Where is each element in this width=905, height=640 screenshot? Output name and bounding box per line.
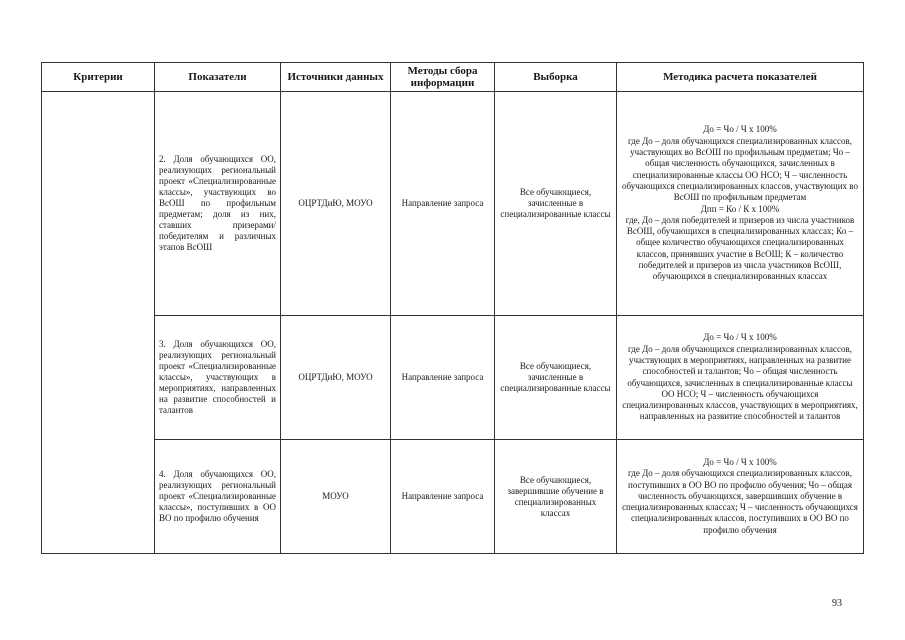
method-cell: Направление запроса bbox=[391, 316, 495, 440]
header-sources: Источники данных bbox=[281, 63, 391, 92]
table-row bbox=[42, 92, 864, 316]
indicator-cell: 4. Доля обучающихся ОО, реализующих региональный проект «Специализированные классы», поступивших в ОО ВО по профилю обучения bbox=[155, 440, 281, 554]
header-indicators: Показатели bbox=[155, 63, 281, 92]
table-header-row bbox=[42, 63, 864, 92]
source-cell: МОУО bbox=[281, 440, 391, 554]
indicators-table bbox=[41, 62, 864, 554]
page-number: 93 bbox=[832, 598, 842, 609]
table-row bbox=[42, 440, 864, 554]
header-sample: Выборка bbox=[495, 63, 617, 92]
method-cell: Направление запроса bbox=[391, 92, 495, 316]
calc-cell bbox=[617, 440, 864, 554]
header-methodology: Методика расчета показателей bbox=[617, 63, 864, 92]
source-cell: ОЦРТДиЮ, МОУО bbox=[281, 92, 391, 316]
formula-explanation: где, До – доля победителей и призеров из числа участников ВсОШ, обучающихся в специализированных классах; Ко – общее количество обучающихся специализированных классов, принявших участие в ВсОШ; К – количество победителей и призеров из числа участников ВсОШ, обучающихся в специализированных классах bbox=[625, 214, 855, 282]
sample-cell: Все обучающиеся, завершившие обучение в специализированных классах bbox=[495, 440, 617, 554]
sample-cell: Все обучающиеся, зачисленные в специализированные классы bbox=[495, 316, 617, 440]
indicator-cell: 2. Доля обучающихся ОО, реализующих региональный проект «Специализированные классы», участвующих во ВсОШ по профильным предметам; доля из них, ставших призерами/победителям и различных этапов ВсОШ bbox=[155, 92, 281, 316]
formula: Дпп = Ко / К х 100% bbox=[700, 203, 780, 214]
formula-explanation: где До – доля обучающихся специализированных классов, участвующих во ВсОШ по профильным предметам; Чо – общая численность обучающихся, зачисленных в специализированные классы ОО НСО; Ч – численность обучающихся специализированных классов, участвующих во ВсОШ по профильным предметам bbox=[622, 135, 858, 203]
formula-explanation: где До – доля обучающихся специализированных классов, участвующих в мероприятиях, направленных на развитие способностей и талантов; Чо – общая численность обучающихся, зачисленных в специализированные классы ОО НСО; Ч – численность обучающихся специализированных классов, участвующих в мероприятиях, направленных на развитие способностей и талантов bbox=[622, 343, 858, 422]
formula: До = Чо / Ч х 100% bbox=[703, 124, 777, 135]
table-row bbox=[42, 316, 864, 440]
calc-cell bbox=[617, 316, 864, 440]
header-criteria: Критерии bbox=[42, 63, 155, 92]
formula: До = Чо / Ч х 100% bbox=[703, 456, 777, 467]
source-cell: ОЦРТДиЮ, МОУО bbox=[281, 316, 391, 440]
calc-cell bbox=[617, 92, 864, 316]
criteria-cell bbox=[42, 92, 155, 554]
header-methods: Методы сбора информации bbox=[391, 63, 495, 92]
indicator-cell: 3. Доля обучающихся ОО, реализующих региональный проект «Специализированные классы», участвующих в мероприятиях, направленных на развитие способностей и талантов bbox=[155, 316, 281, 440]
method-cell: Направление запроса bbox=[391, 440, 495, 554]
formula: До = Чо / Ч х 100% bbox=[703, 332, 777, 343]
formula-explanation: где До – доля обучающихся специализированных классов, поступивших в ОО ВО по профилю обучения; Чо – общая численность обучающихся, завершивших обучение в специализированных классах; Ч – численность обучающихся специализированных классов, поступивших в ОО ВО по профилю обучения bbox=[622, 468, 858, 535]
sample-cell: Все обучающиеся, зачисленные в специализированные классы bbox=[495, 92, 617, 316]
